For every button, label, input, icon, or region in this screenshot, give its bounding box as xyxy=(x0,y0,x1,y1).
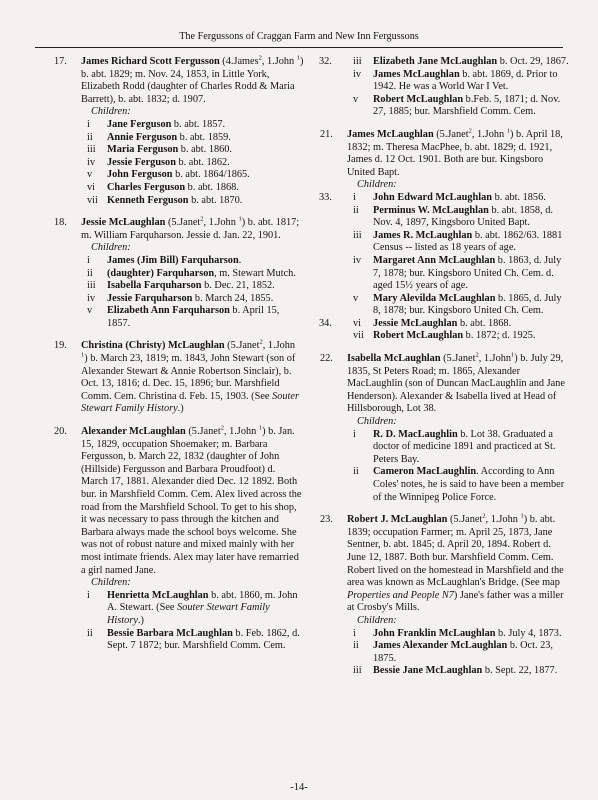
entry-number: 33. xyxy=(319,191,332,203)
generation-sup: 1 xyxy=(520,512,524,520)
child-details: b. 1872; d. 1925. xyxy=(463,330,536,342)
child-item xyxy=(81,144,304,157)
entry-text xyxy=(81,56,304,106)
child-roman-numeral: i xyxy=(353,627,356,639)
child-roman-numeral: i xyxy=(353,191,356,203)
child-roman-numeral: iii xyxy=(353,229,362,241)
entry-details: ) b. abt. 1829; m. Nov. 24, 1853, in Little York, Elizabeth Rodd (daughter of Charles Rodd & Maria Barrett), b. abt. 1832; d. 1907. xyxy=(81,56,304,105)
child-roman-numeral: iv xyxy=(353,68,362,80)
lineage-text: (5.Janet xyxy=(185,426,221,438)
child-item xyxy=(81,628,304,653)
child-item xyxy=(319,56,570,69)
child-item xyxy=(347,466,570,504)
child-item xyxy=(347,293,570,318)
child-roman-numeral: i xyxy=(353,428,356,440)
child-details: b. abt. 1869, d. Prior to 1942. He was a World War I Vet. xyxy=(373,68,558,93)
genealogy-entry xyxy=(320,514,570,678)
child-item xyxy=(81,590,304,628)
child-details: b. abt. 1857. xyxy=(171,118,226,130)
child-name: John Franklin McLaughlan xyxy=(373,627,496,639)
child-name: James Alexander McLaughlan xyxy=(373,640,508,652)
child-item xyxy=(81,195,304,208)
child-roman-numeral: vii xyxy=(87,194,98,206)
child-name: James (Jim Bill) Farquharson xyxy=(107,254,239,266)
person-name: Isabella McLaughlan xyxy=(347,353,441,365)
generation-sup: 2 xyxy=(468,127,472,135)
child-item xyxy=(81,293,304,306)
child-item xyxy=(347,429,570,467)
child-details: b. March 24, 1855. xyxy=(192,292,274,304)
child-roman-numeral: vi xyxy=(87,181,96,193)
child-roman-numeral: iv xyxy=(353,254,362,266)
children-label: Children: xyxy=(357,179,397,191)
child-roman-numeral: v xyxy=(353,292,359,304)
child-name: John Edward McLaughlan xyxy=(373,191,493,203)
reference-title: Properties and People N7 xyxy=(347,589,454,601)
child-item xyxy=(347,255,570,293)
genealogy-entry xyxy=(320,129,570,343)
child-name: Jessie Farquharson xyxy=(107,292,193,304)
child-roman-numeral: ii xyxy=(353,204,359,216)
entry-details: ) b. March 23, 1819; m. 1843, John Stewart (son of Alexander Stewart & Annie Robertson Sinclair), b. Oct. 13, 1816; d. Dec. 15, 1896; bur. Marshfield Comm. Cem. Christina d. Feb. 15, 1903. (See xyxy=(81,353,296,402)
entry-details: ) b. April 18, 1832; m. Theresa MacPhee, b. abt. 1829; d. 1921, James d. 12 Oct. 1901. Both are bur. Kingsboro United Bapt. xyxy=(347,128,563,178)
person-name: Christina (Christy) McLaughlan xyxy=(81,340,225,352)
generation-sup: 2 xyxy=(475,351,479,359)
child-name: Mary Alevilda McLaughlan xyxy=(373,292,496,304)
entry-number: 18. xyxy=(54,217,67,229)
entry-text xyxy=(81,217,304,242)
child-roman-numeral: v xyxy=(87,305,93,317)
generation-sup: 1 xyxy=(511,351,515,359)
child-name: Bessie Jane McLaughlan xyxy=(373,665,483,677)
entry-text xyxy=(347,353,570,416)
entry-details: ) b. abt. 1817; m. William Farquharson. Jessie d. Jan. 22, 1901. xyxy=(81,217,300,241)
generation-sup: 2 xyxy=(258,54,262,62)
entry-text xyxy=(81,426,304,577)
child-name: Maria Ferguson xyxy=(107,144,179,156)
child-name: Perminus W. McLaughlan xyxy=(373,204,489,216)
child-item xyxy=(81,132,304,145)
child-details: b. April 15, 1857. xyxy=(107,305,280,329)
child-roman-numeral: ii xyxy=(353,466,359,478)
generation-sup: 1 xyxy=(238,215,242,223)
child-roman-numeral: iii xyxy=(353,665,362,677)
person-name: Robert J. McLaughlan xyxy=(347,514,448,526)
lineage-text: , 1.John xyxy=(203,217,239,229)
children-label: Children: xyxy=(91,106,131,118)
child-name: Kenneth Ferguson xyxy=(107,194,189,206)
child-name: Robert McLaughlan xyxy=(373,93,464,105)
generation-sup: 1 xyxy=(506,127,510,135)
child-details: b. abt. 1860, m. John A. Stewart. (See xyxy=(107,589,298,614)
child-details: b. Dec. 21, 1852. xyxy=(201,280,275,292)
entry-number: 23. xyxy=(320,514,333,526)
child-details: b. abt. 1862/63. 1881 Census -- listed as 18 years of age. xyxy=(373,229,563,254)
lineage-text: (4.James xyxy=(219,56,259,67)
child-name: Bessie Barbara McLaughlan xyxy=(107,627,233,639)
genealogy-entry xyxy=(320,353,570,504)
child-roman-numeral: i xyxy=(87,254,90,266)
child-name: Jessie Ferguson xyxy=(107,156,176,168)
child-details: b. abt. 1868. xyxy=(457,317,512,329)
child-name: Cameron MacLaughlin xyxy=(373,466,477,478)
entry-details: ) Jane's father was a miller at Crosby's Mills. xyxy=(347,589,564,614)
child-name: Elizabeth Jane McLaughlan xyxy=(373,56,498,67)
child-roman-numeral: vii xyxy=(353,330,364,342)
entry-details: ) b. abt. 1839; occupation Farmer; m. April 25, 1873, Jane Sentner, b. abt. 1845; d. April 20, 1894. Robert d. June 12, 1887. Both bur. Marshfield Comm. Cem. Robert lived on the homestead in Marshfield and the area was known as McLaughlan's Bridge. (See map xyxy=(347,514,564,589)
child-details: b. Feb. 1862, d. Sept. 7 1872; bur. Marshfield Comm. Cem. xyxy=(107,627,300,652)
child-roman-numeral: iii xyxy=(353,56,362,67)
child-roman-numeral: iv xyxy=(87,292,96,304)
child-item xyxy=(81,255,304,268)
child-details: b. Sept. 22, 1877. xyxy=(482,665,558,677)
genealogy-entry xyxy=(54,426,304,653)
child-details: b. 1865, d. July 8, 1878; bur. Kingsboro United Ch. Cem. xyxy=(373,292,562,317)
child-item xyxy=(81,119,304,132)
child-item xyxy=(319,317,570,331)
entry-text xyxy=(347,129,570,179)
person-name: James Richard Scott Fergusson xyxy=(81,56,220,67)
entry-number: 34. xyxy=(319,317,332,329)
generation-sup: 2 xyxy=(220,424,224,432)
child-name: Annie Ferguson xyxy=(107,131,178,143)
child-roman-numeral: v xyxy=(353,93,359,105)
page-number: -14- xyxy=(290,782,308,793)
child-roman-numeral: iii xyxy=(87,280,96,292)
lineage-text: , 1.John xyxy=(485,514,521,526)
entry-number: 17. xyxy=(54,56,67,67)
child-details: b.Feb. 5, 1871; d. Nov. 27, 1885; bur. Marshfield Comm. Cem. xyxy=(373,93,561,118)
child-details: b. Oct. 29, 1867. xyxy=(497,56,569,67)
genealogy-entry xyxy=(320,56,570,119)
child-roman-numeral: i xyxy=(87,118,90,130)
person-name: James McLaughlan xyxy=(347,128,434,140)
generation-sup: 1 xyxy=(258,424,263,432)
child-name: Jessie McLaughlan xyxy=(373,317,458,329)
entry-number: 22. xyxy=(320,353,333,365)
entry-details: ) b. Jan. 15, 1829, occupation Shoemaker; m. Barbara Fergusson, b. March 22, 1832 (daughter of John (Hillside) Fergusson and Barbara Proudfoot) d. March 17, 1881. Alexander died Dec. 12 1892. Both bur. in Marshfield Comm. Cem. Alex lived across the road from the Marshfield School. To get to his shop, it was necessary to pass through the kitchen and Barbara always made the school boys welcome. She was not of robust nature and mixed mainly with her most intimate friends. Alex may later have remarried a girl named Jane. xyxy=(81,426,302,576)
child-item xyxy=(347,628,570,641)
child-name: Elizabeth Ann Farquharson xyxy=(107,305,230,317)
lineage-text: (5.Janet xyxy=(440,353,476,365)
child-name: James R. McLaughlan xyxy=(373,229,473,241)
child-details: b. abt. 1860. xyxy=(178,144,232,156)
header-rule xyxy=(35,47,563,48)
entry-number: 21. xyxy=(320,128,333,140)
child-roman-numeral: iii xyxy=(87,144,96,156)
child-details: . xyxy=(238,254,242,266)
child-item xyxy=(347,330,570,343)
child-details: b. abt. 1862. xyxy=(175,156,230,168)
child-name: John Ferguson xyxy=(107,169,173,181)
child-roman-numeral: ii xyxy=(87,131,93,143)
child-details: , m. Stewart Mutch. xyxy=(214,267,296,279)
entry-text xyxy=(347,514,570,615)
child-name: (daughter) Farquharson xyxy=(107,267,215,279)
lineage-text: , 1.John xyxy=(471,128,507,140)
generation-sup: 1 xyxy=(81,351,85,359)
child-item xyxy=(319,191,570,205)
child-name: Henrietta McLaughlan xyxy=(107,589,209,601)
child-details: b. abt. 1868. xyxy=(185,181,239,193)
child-roman-numeral: iv xyxy=(87,156,96,168)
child-details: b. July 4, 1873. xyxy=(495,627,562,639)
lineage-text: , 1.John xyxy=(261,56,297,67)
child-item xyxy=(81,182,304,195)
lineage-text: (5.Janet xyxy=(433,128,469,140)
entry-number: 19. xyxy=(54,340,67,352)
genealogy-entry xyxy=(54,56,304,207)
child-details: b. abt. 1858, d. Nov. 4, 1897, Kingsboro United Bapt. xyxy=(373,204,553,229)
left-column xyxy=(54,56,304,663)
child-name: Charles Ferguson xyxy=(107,181,186,193)
child-details: .) xyxy=(137,614,144,626)
child-roman-numeral: vi xyxy=(353,317,362,329)
child-item xyxy=(347,205,570,230)
child-details: b. 1863, d. July 7, 1878; bur. Kingsboro United Ch. Cem. d. aged 15½ years of age. xyxy=(373,254,562,292)
child-roman-numeral: ii xyxy=(87,627,93,639)
child-details: b. Lot 38. Graduated a doctor of medicine 1891 and practiced at St. Peters Bay. xyxy=(373,428,556,465)
entry-number: 20. xyxy=(54,426,67,438)
generation-sup: 2 xyxy=(200,215,204,223)
entry-text xyxy=(81,340,304,416)
generation-sup: 2 xyxy=(482,512,486,520)
running-header: The Fergussons of Craggan Farm and New Inn Fergussons xyxy=(179,31,419,42)
child-item xyxy=(347,665,570,678)
child-details: b. abt. 1864/1865. xyxy=(172,169,250,181)
child-roman-numeral: ii xyxy=(87,267,93,279)
child-roman-numeral: i xyxy=(87,589,90,601)
reference-title: Souter Stewart Family History xyxy=(81,390,299,415)
child-details: . According to Ann Coles' notes, he is said to have been a member of the Winnipeg Police Force. xyxy=(373,466,565,503)
lineage-text: (5.Janet xyxy=(447,514,483,526)
generation-sup: 1 xyxy=(296,54,301,62)
children-label: Children: xyxy=(357,416,397,428)
child-item xyxy=(81,305,304,330)
entry-number: 32. xyxy=(319,56,332,67)
child-name: James McLaughlan xyxy=(373,68,460,80)
lineage-text: , 1.John xyxy=(262,340,296,352)
child-details: b. Oct. 23, 1875. xyxy=(373,640,554,664)
child-name: Robert McLaughlan xyxy=(373,330,464,342)
child-name: Margaret Ann McLaughlan xyxy=(373,254,496,266)
children-label: Children: xyxy=(357,614,397,626)
lineage-text: (5.Janet xyxy=(165,217,201,229)
lineage-text: , 1.John xyxy=(478,353,512,365)
generation-sup: 2 xyxy=(259,339,263,347)
genealogy-entry xyxy=(54,217,304,330)
lineage-text: , 1.John xyxy=(223,426,259,438)
child-item xyxy=(347,94,570,119)
child-name: Jane Ferguson xyxy=(107,118,172,130)
child-roman-numeral: v xyxy=(87,169,93,181)
right-column xyxy=(320,56,570,688)
children-label: Children: xyxy=(91,577,131,589)
reference-title: Souter Stewart Family History xyxy=(107,602,270,626)
entry-details: ) b. July 29, 1835, St Peters Road; m. 1865, Alexander MacLaughlin (son of Duncan MacLaughlin and Jane Henderson). Alexander & Isabella lived at Head of Hillsborough, Lot 38. xyxy=(347,353,565,415)
child-name: Isabella Farquharson xyxy=(107,280,202,292)
genealogy-entry xyxy=(54,340,304,416)
entry-details: .) xyxy=(177,403,184,415)
lineage-text: (5.Janet xyxy=(224,340,260,352)
child-item xyxy=(81,169,304,182)
child-item xyxy=(81,157,304,170)
child-item xyxy=(347,69,570,94)
person-name: Jessie McLaughlan xyxy=(81,217,166,229)
child-details: b. abt. 1870. xyxy=(188,194,243,206)
child-item xyxy=(347,230,570,255)
child-roman-numeral: ii xyxy=(353,640,359,652)
child-item xyxy=(347,640,570,665)
child-item xyxy=(81,280,304,293)
child-details: b. abt. 1856. xyxy=(492,191,546,203)
child-name: R. D. MacLaughlin xyxy=(373,428,458,440)
children-label: Children: xyxy=(91,242,131,254)
child-details: b. abt. 1859. xyxy=(177,131,231,143)
child-item xyxy=(81,268,304,281)
person-name: Alexander McLaughlan xyxy=(81,426,186,438)
